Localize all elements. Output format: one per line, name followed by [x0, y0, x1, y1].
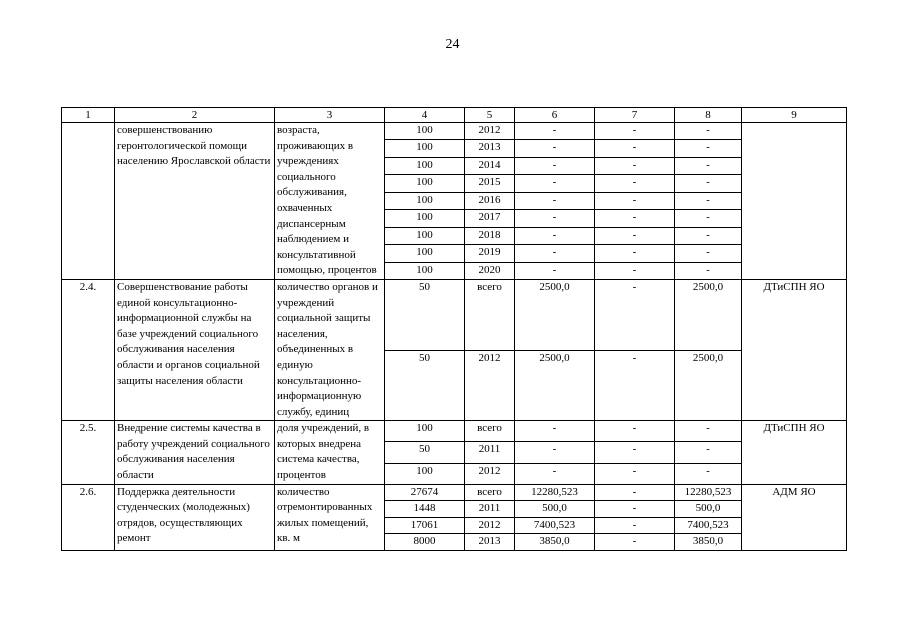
target-value: 1448 [385, 501, 465, 518]
target-value: 100 [385, 192, 465, 209]
total-funding: 7400,523 [515, 517, 595, 534]
regional-funding: - [675, 463, 742, 484]
target-value: 100 [385, 140, 465, 157]
period: 2012 [465, 350, 515, 421]
period: 2017 [465, 210, 515, 227]
regional-funding: 12280,523 [675, 484, 742, 501]
federal-funding: - [595, 192, 675, 209]
item-code [62, 123, 115, 280]
federal-funding: - [595, 210, 675, 227]
target-value: 100 [385, 262, 465, 279]
federal-funding: - [595, 262, 675, 279]
federal-funding: - [595, 123, 675, 140]
target-value: 27674 [385, 484, 465, 501]
period: 2014 [465, 157, 515, 174]
column-header-5: 5 [465, 108, 515, 123]
period: 2015 [465, 175, 515, 192]
column-header-3: 3 [275, 108, 385, 123]
total-funding: - [515, 157, 595, 174]
regional-funding: - [675, 442, 742, 463]
total-funding: - [515, 123, 595, 140]
table-row [62, 484, 847, 501]
federal-funding: - [595, 279, 675, 350]
item-indicator: доля учреждений, в которых внедрена система качества, процентов [275, 421, 385, 484]
regional-funding: - [675, 140, 742, 157]
period: 2012 [465, 517, 515, 534]
item-code: 2.6. [62, 484, 115, 550]
item-code: 2.5. [62, 421, 115, 484]
period: всего [465, 421, 515, 442]
period: 2011 [465, 442, 515, 463]
regional-funding: - [675, 123, 742, 140]
total-funding: - [515, 210, 595, 227]
regional-funding: - [675, 227, 742, 244]
target-value: 100 [385, 463, 465, 484]
federal-funding: - [595, 501, 675, 518]
period: всего [465, 484, 515, 501]
table-row [62, 279, 847, 350]
item-indicator: количество отремонтированных жилых помещений, кв. м [275, 484, 385, 550]
federal-funding: - [595, 534, 675, 551]
item-name: Внедрение системы качества в работу учреждений социального обслуживания населения области [115, 421, 275, 484]
table-row [62, 421, 847, 442]
period: 2012 [465, 123, 515, 140]
federal-funding: - [595, 245, 675, 262]
target-value: 100 [385, 245, 465, 262]
item-name: Совершенствование работы единой консультационно-информационной службы на базе учреждений социального обслуживания населения области и органов социальной защиты населения области [115, 279, 275, 420]
target-value: 100 [385, 210, 465, 227]
total-funding: - [515, 245, 595, 262]
column-header-1: 1 [62, 108, 115, 123]
regional-funding: - [675, 421, 742, 442]
total-funding: - [515, 421, 595, 442]
total-funding: 12280,523 [515, 484, 595, 501]
period: 2013 [465, 140, 515, 157]
target-value: 100 [385, 175, 465, 192]
federal-funding: - [595, 140, 675, 157]
regional-funding: 2500,0 [675, 279, 742, 350]
item-name: совершенствованию геронтологической помощи населению Ярославской области [115, 123, 275, 280]
period: 2016 [465, 192, 515, 209]
federal-funding: - [595, 517, 675, 534]
total-funding: - [515, 262, 595, 279]
regional-funding: 500,0 [675, 501, 742, 518]
regional-funding: - [675, 157, 742, 174]
header-row [62, 108, 847, 123]
column-header-7: 7 [595, 108, 675, 123]
regional-funding: - [675, 210, 742, 227]
total-funding: - [515, 227, 595, 244]
item-executor [742, 123, 847, 280]
total-funding: - [515, 442, 595, 463]
period: 2019 [465, 245, 515, 262]
item-name: Поддержка деятельности студенческих (молодежных) отрядов, осуществляющих ремонт [115, 484, 275, 550]
target-value: 50 [385, 279, 465, 350]
target-value: 50 [385, 442, 465, 463]
period: 2012 [465, 463, 515, 484]
target-value: 17061 [385, 517, 465, 534]
federal-funding: - [595, 442, 675, 463]
federal-funding: - [595, 227, 675, 244]
item-executor: АДМ ЯО [742, 484, 847, 550]
target-value: 100 [385, 157, 465, 174]
regional-funding: 3850,0 [675, 534, 742, 551]
regional-funding: 2500,0 [675, 350, 742, 421]
table-row [62, 123, 847, 140]
total-funding: 3850,0 [515, 534, 595, 551]
program-table [61, 107, 847, 551]
federal-funding: - [595, 421, 675, 442]
federal-funding: - [595, 175, 675, 192]
item-executor: ДТиСПН ЯО [742, 279, 847, 420]
regional-funding: - [675, 245, 742, 262]
total-funding: 2500,0 [515, 350, 595, 421]
regional-funding: - [675, 262, 742, 279]
period: 2011 [465, 501, 515, 518]
regional-funding: - [675, 192, 742, 209]
period: 2018 [465, 227, 515, 244]
item-indicator: возраста, проживающих в учреждениях социального обслуживания, охваченных диспансерным наблюдением и консультативной помощью, процентов [275, 123, 385, 280]
column-header-8: 8 [675, 108, 742, 123]
federal-funding: - [595, 463, 675, 484]
item-code: 2.4. [62, 279, 115, 420]
regional-funding: 7400,523 [675, 517, 742, 534]
total-funding: - [515, 192, 595, 209]
total-funding: 2500,0 [515, 279, 595, 350]
target-value: 8000 [385, 534, 465, 551]
target-value: 100 [385, 123, 465, 140]
federal-funding: - [595, 350, 675, 421]
target-value: 100 [385, 227, 465, 244]
column-header-9: 9 [742, 108, 847, 123]
federal-funding: - [595, 484, 675, 501]
period: 2013 [465, 534, 515, 551]
total-funding: - [515, 463, 595, 484]
page-number: 24 [445, 37, 460, 52]
item-executor: ДТиСПН ЯО [742, 421, 847, 484]
period: 2020 [465, 262, 515, 279]
target-value: 50 [385, 350, 465, 421]
total-funding: 500,0 [515, 501, 595, 518]
total-funding: - [515, 175, 595, 192]
federal-funding: - [595, 157, 675, 174]
column-header-6: 6 [515, 108, 595, 123]
total-funding: - [515, 140, 595, 157]
column-header-2: 2 [115, 108, 275, 123]
period: всего [465, 279, 515, 350]
item-indicator: количество органов и учреждений социальной защиты населения, объединенных в единую консультационно-информационную службу, единиц [275, 279, 385, 420]
regional-funding: - [675, 175, 742, 192]
column-header-4: 4 [385, 108, 465, 123]
target-value: 100 [385, 421, 465, 442]
